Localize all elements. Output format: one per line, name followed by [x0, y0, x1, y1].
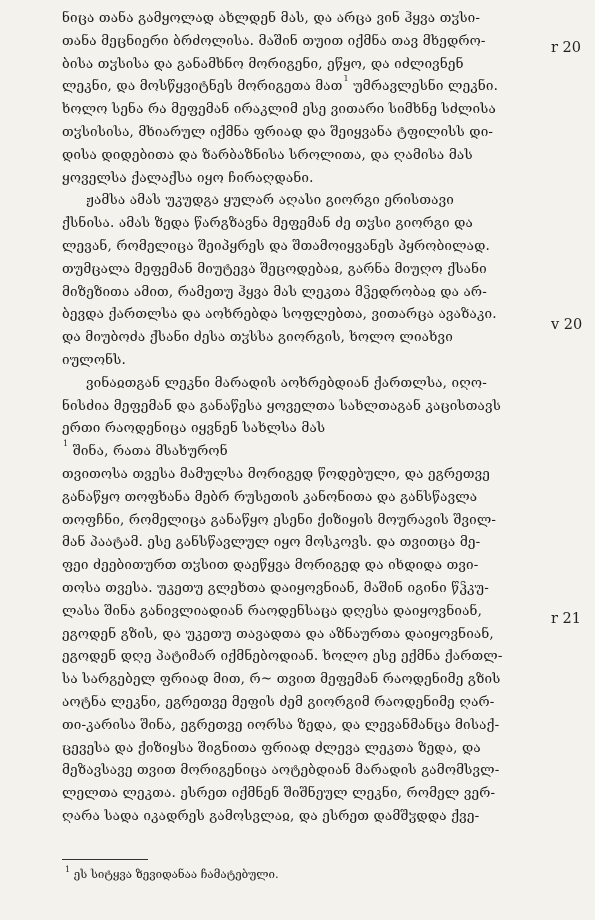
main-text	[62, 7, 550, 828]
footnote-marker: 1	[63, 439, 69, 449]
margin-folio-note: r 20	[551, 40, 581, 56]
text-line: ცევესა და ქიზიყსა შიგნითა ფრიად ძლევა ლეკთა ზედა, და	[62, 739, 481, 756]
paragraph	[62, 7, 550, 189]
text-line: ეგოდენ დღე პატიმარ იქმნებოდიან. ხოლო ესე ექმნა ქართლ-	[62, 648, 503, 665]
text-line: ჟამსა ამას უკუდგა ყულარ აღასი გიორგი ერისთავი	[86, 192, 454, 209]
text-line-part: შინა, რათა მსახურონ	[68, 443, 228, 460]
footnote-divider	[62, 859, 148, 860]
footnote-marker: 1	[343, 75, 349, 84]
text-line: მან პაატამ. ესე განსწავლულ იყო მოსკოვს. და თვითცა მე-	[62, 534, 481, 551]
text-line: დისა დიდებითა და ზარბაზნისა სროლითა, და ღამისა მას	[62, 146, 473, 163]
text-line: ვინაჲთგან ლეკნი მარადის აოხრებდიან ქართლსა, იღო-	[86, 374, 487, 391]
text-line	[62, 75, 550, 98]
text-line: თოფჩნი, რომელიცა განაწყო ესენი ქიზიყის მოურავის შვილ-	[62, 511, 497, 528]
footnote-text: ეს სიტყვა ზევიდანაა ჩამატებული.	[73, 867, 279, 881]
text-line: თანა მეცნიერი ბრძოლისა. მაშინ თუით იქმნა თავ მხედრო-	[62, 32, 486, 49]
footnote	[64, 866, 544, 882]
text-line: ხოლო სენა რა მეფემან ირაკლიმ ესე ვითარი სიმხნე სძლისა	[62, 101, 496, 118]
text-line: ყოველსა ქალაქსა იყო ჩირაღდანი.	[62, 169, 314, 186]
text-line: თვითოსა თვესა მამულსა მორიგედ წოდებული, და ეგრეთვე	[62, 465, 491, 482]
text-line: ბევდა ქართლსა და აოხრებდა სოფლებთა, ვითარცა ავაზაკი.	[62, 306, 497, 323]
text-line: განაწყო თოფხანა მებრ რუსეთის კანონითა და განსწავლა	[62, 488, 478, 505]
text-line: ნიცა თანა გამყოლად ახლდენ მას, და არცა ვინ ჰყვა თჳსი-	[62, 10, 481, 26]
text-line: ნისძია მეფემან და განაწესა ყოველთა სახლთაგან კაცისთავს	[62, 397, 501, 414]
text-line-part: ლეკნი, და მოსწყვიტნეს მორიგეთა მათ	[62, 78, 343, 95]
paragraph	[62, 372, 550, 828]
text-line: იულონს.	[62, 351, 126, 368]
text-line: და მიუბოძა ქსანი ძესა თჳსსა გიორგის, ხოლო ლიახვი	[62, 329, 453, 346]
text-line: ქსნისა. ამას ზედა წარგზავნა მეფემან ძე თჳსი გიორგი და	[62, 215, 473, 232]
text-line: ლევან, რომელიცა შეიპყრეს და შთამოიყვანეს პყრობილად.	[62, 237, 490, 254]
text-line: ღარა სადა იკადრეს გამოსვლაჲ, და ესრეთ დამშჳდდა ქვე-	[62, 807, 480, 824]
text-line: მეზავსავე თვით მორიგენიცა აოტებდიან მარადის გამომსვლ-	[62, 762, 500, 779]
text-line: ლელთა ლეკთა. ესრეთ იქმნენ შიშნეულ ლეკნი, რომელ ვერ-	[62, 785, 496, 802]
text-line: ფეი ძეებითურთ თჳსით დაეწყვა მორიგედ და იხდიდა თვი-	[62, 557, 479, 574]
text-line: თჳსისისა, მხიარულ იქმნა ფრიად და შეიყვანა ტფილისს დი-	[62, 123, 494, 140]
text-line: თი-კარისა შინა, ეგრეთვე იორსა ზედა, და ლევანმანცა მისაქ-	[62, 716, 500, 733]
text-line: თოსა თვესა. უკეთუ გლეხთა დაიყოვნიან, მაშინ იგინი წჴკუ-	[62, 579, 489, 596]
text-line: ლასა შინა განივლიადიან რაოდენსაცა დღესა დაიყოვნიან,	[62, 602, 483, 619]
text-line: თუმცალა მეფემან მიუტევა შეცოდებაჲ, გარნა მიუღო ქსანი	[62, 260, 487, 277]
margin-folio-note: v 20	[551, 317, 583, 333]
footnote-number: 1	[65, 865, 71, 874]
text-line: სა სარგებელ ფრიად მით, რ~ თვით მეფემან რაოდენიმე გზის	[62, 671, 501, 688]
text-line: ერთი რაოდენიცა იყვნენ სახლსა მას	[62, 420, 326, 437]
margin-folio-note: r 21	[551, 611, 581, 627]
text-line: ბისა თჳსისა და განამხნო მორიგენი, ეწყო, და იძლივნენ	[62, 55, 464, 72]
paragraph	[62, 189, 550, 371]
text-line: მიზეზითა ამით, რამეთუ ჰყვა მას ლეკთა მჴედრობაჲ და არ-	[62, 283, 487, 300]
text-line-part: უმრავლესნი ლეკნი.	[348, 78, 499, 95]
text-line: აოტნა ლეკნი, ეგრეთვე მეფის ძემ გიორგიმ რაოდენიმე ღარ-	[62, 693, 495, 710]
text-line: ეგოდენ გზის, და უკეთუ თავადთა და აზნაურთა დაიყოვნიან,	[62, 625, 494, 642]
